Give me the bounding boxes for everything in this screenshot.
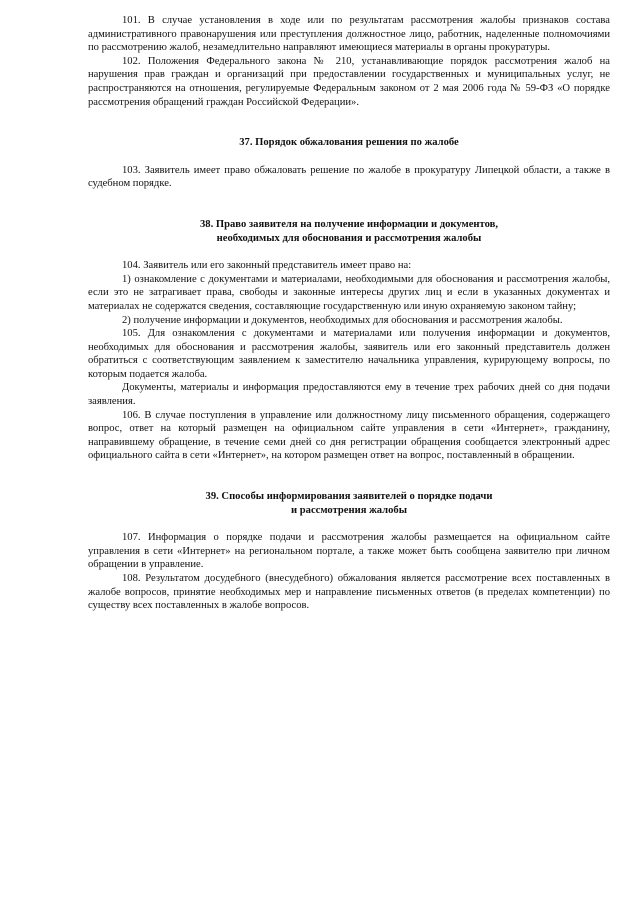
paragraph-108: 108. Результатом досудебного (внесудебного) обжалования является рассмотрение всех поставленных в жалобе вопросов, принятие необходимых мер и направление письменных ответов (в пределах компетенции) по существу всех поставленных в жалобе вопросов. [88, 573, 610, 612]
section-heading-38 [88, 218, 610, 245]
paragraph-104-item-1: 1) ознакомление с документами и материалами, необходимыми для обоснования и рассмотрения жалобы, если это не затрагивает права, свободы и законные интересы других лиц и если в указанных документах и материалах не содержатся сведения, составляющие государственную или иную охраняемую законом тайну; [88, 273, 610, 312]
section-heading-39 [88, 490, 610, 517]
document-page [88, 14, 610, 613]
paragraph-107: 107. Информация о порядке подачи и рассмотрения жалобы размещается на официальном сайте управления в сети «Интернет» на региональном портале, а также может быть сообщена заявителю при личном обращении в управление. [88, 532, 610, 571]
section-heading-37 [88, 136, 610, 150]
paragraph-105: 105. Для ознакомления с документами и материалами или получения информации и документов, необходимых для обоснования и рассмотрения жалобы, заявитель или его законный представитель должен обратиться с соответствующим заявлением к заместителю начальника управления, курирующему вопросы, по которым подается жалоба. [88, 328, 610, 380]
paragraph-103: 103. Заявитель имеет право обжаловать решение по жалобе в прокуратуру Липецкой области, а также в судебном порядке. [88, 164, 610, 190]
paragraph-104-item-2: 2) получение информации и документов, необходимых для обоснования и рассмотрения жалобы. [122, 314, 563, 326]
section-heading-39-line-2: и рассмотрения жалобы [291, 504, 407, 516]
section-heading-38-line-2: необходимых для обоснования и рассмотрения жалобы [216, 232, 482, 244]
paragraph-104: 104. Заявитель или его законный представитель имеет право на: [122, 260, 412, 272]
section-heading-37-text: 37. Порядок обжалования решения по жалобе [239, 137, 459, 149]
paragraph-106: 106. В случае поступления в управление или должностному лицу письменного обращения, содержащего вопрос, ответ на который размещен на официальном сайте управления в сети «Интернет», гражданину, направившему обращение, в течение семи дней со дня регистрации обращения сообщается электронный адрес официального сайта в сети «Интернет», на котором размещен ответ на вопрос, поставленный в обращении. [88, 409, 610, 462]
section-heading-38-line-1: 38. Право заявителя на получение информации и документов, [199, 218, 498, 230]
paragraph-102: 102. Положения Федерального закона № 210, устанавливающие порядок рассмотрения жалоб на нарушения прав граждан и организаций при предоставлении государственных и муниципальных услуг, не распространяются на отношения, регулируемые Федеральным законом от 2 мая 2006 года № 59-ФЗ «О порядке рассмотрения обращений граждан Российской Федерации». [88, 55, 610, 108]
paragraph-105-continued: Документы, материалы и информация предоставляются ему в течение трех рабочих дней со дня подачи заявления. [88, 382, 610, 408]
paragraph-101: 101. В случае установления в ходе или по результатам рассмотрения жалобы признаков состава административного правонарушения или преступления должностное лицо, работник, наделенные полномочиями по рассмотрению жалоб, незамедлительно направляют имеющиеся материалы в органы прокуратуры. [88, 15, 610, 54]
section-heading-39-line-1: 39. Способы информирования заявителей о порядке подачи [205, 491, 493, 503]
